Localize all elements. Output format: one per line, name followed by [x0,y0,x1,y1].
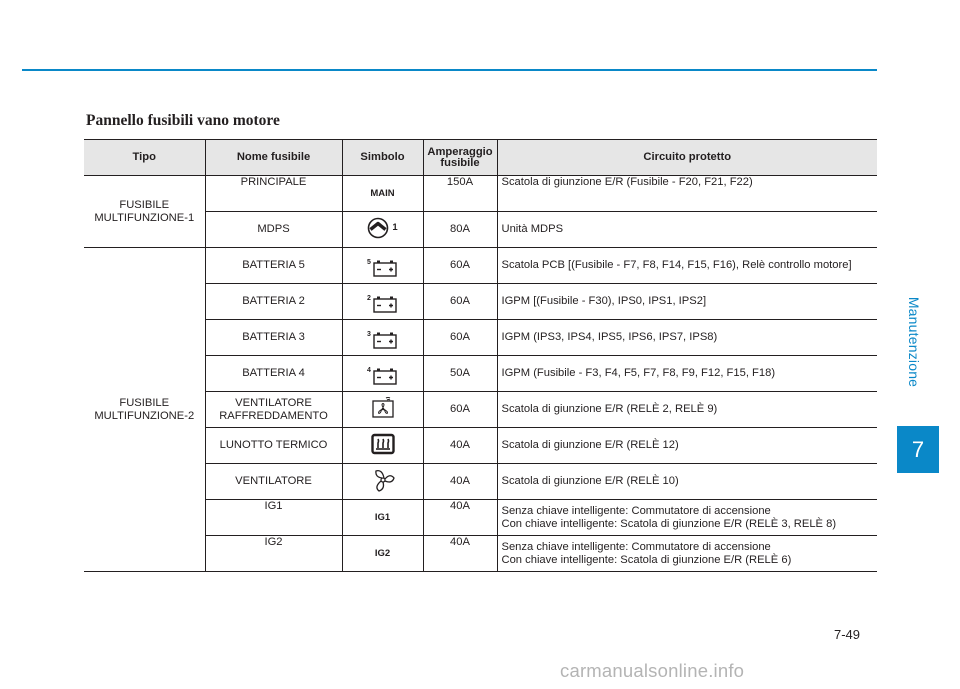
ig1-symbol-text: IG1 [374,511,391,523]
table-header-row [84,140,877,176]
fuse-table [84,139,877,572]
fuse-symbol [342,500,423,536]
fuse-ampere: 40A [423,500,497,536]
fuse-circuit: Scatola PCB [(Fusibile - F7, F8, F14, F15, F16), Relè controllo motore] [497,248,877,284]
fuse-symbol [342,536,423,572]
fuse-ampere: 60A [423,284,497,320]
watermark: carmanualsonline.info [560,660,745,681]
fuse-circuit-line2: Con chiave intelligente: Scatola di giunzione E/R (RELÈ 6) [501,553,792,566]
fuse-ampere: 60A [423,320,497,356]
top-rule [22,69,877,71]
fuse-circuit: IGPM [(Fusibile - F30), IPS0, IPS1, IPS2] [497,284,877,320]
fuse-circuit: Scatola di giunzione E/R (RELÈ 12) [497,428,877,464]
fuse-name-line2: RAFFREDDAMENTO [219,409,328,422]
cooling-fan-icon [371,397,395,419]
fuse-ampere: 80A [423,212,497,248]
fuse-name: IG2 [205,536,342,572]
header-amperaggio: Amperaggio fusibile [423,140,497,176]
mdps-symbol-suffix: 1 [392,221,398,233]
fuse-circuit-line1: Senza chiave intelligente: Commutatore di accensione [501,541,771,553]
main-symbol-text: MAIN [370,187,395,199]
battery-icon [372,331,398,349]
fuse-symbol [342,392,423,428]
fuse-name: MDPS [205,212,342,248]
steering-icon [367,217,389,239]
fuse-name: PRINCIPALE [205,176,342,212]
fuse-name: VENTILATORE [205,464,342,500]
blower-fan-icon [370,467,396,493]
fuse-circuit: Scatola di giunzione E/R (RELÈ 2, RELÈ 9) [497,392,877,428]
fuse-ampere: 60A [423,392,497,428]
fuse-circuit: Unità MDPS [497,212,877,248]
fuse-ampere: 150A [423,176,497,212]
battery-number: 4 [367,366,371,374]
fuse-ampere: 40A [423,428,497,464]
rear-defroster-icon [371,433,395,455]
fuse-circuit-line2: Con chiave intelligente: Scatola di giunzione E/R (RELÈ 3, RELÈ 8) [501,517,837,530]
page-number: 7-49 [834,627,861,642]
fuse-name: BATTERIA 4 [205,356,342,392]
header-simbolo: Simbolo [342,140,423,176]
section-title: Pannello fusibili vano motore [86,112,280,129]
fuse-name: LUNOTTO TERMICO [205,428,342,464]
fuse-ampere: 40A [423,464,497,500]
group-tipo-1: FUSIBILE MULTIFUNZIONE-1 [84,176,205,248]
fuse-symbol [342,284,423,320]
side-tab-label-text: Manutenzione [906,296,923,388]
battery-number: 5 [367,258,371,266]
header-tipo: Tipo [84,140,205,176]
fuse-name: BATTERIA 5 [205,248,342,284]
fuse-name: IG1 [205,500,342,536]
fuse-circuit [497,500,877,536]
chapter-number-tab: 7 [897,426,939,473]
fuse-circuit: IGPM (IPS3, IPS4, IPS5, IPS6, IPS7, IPS8) [497,320,877,356]
battery-icon [372,259,398,277]
fuse-ampere: 40A [423,536,497,572]
fuse-name [205,392,342,428]
battery-number: 3 [367,330,371,338]
fuse-symbol [342,428,423,464]
fuse-circuit: IGPM (Fusibile - F3, F4, F5, F7, F8, F9, F12, F15, F18) [497,356,877,392]
fuse-name-line1: VENTILATORE [235,397,312,409]
fuse-symbol [342,464,423,500]
fuse-ampere: 60A [423,248,497,284]
fuse-name: BATTERIA 2 [205,284,342,320]
fuse-symbol [342,212,423,248]
battery-number: 2 [367,294,371,302]
fuse-circuit: Scatola di giunzione E/R (RELÈ 10) [497,464,877,500]
header-circuito: Circuito protetto [497,140,877,176]
fuse-symbol [342,320,423,356]
battery-icon [372,367,398,385]
side-tab-label [903,262,925,422]
fuse-circuit: Scatola di giunzione E/R (Fusibile - F20, F21, F22) [497,176,877,212]
fuse-circuit-line1: Senza chiave intelligente: Commutatore di accensione [501,505,771,517]
table-row [84,176,877,212]
fuse-symbol [342,176,423,212]
fuse-circuit [497,536,877,572]
header-nome-fusibile: Nome fusibile [205,140,342,176]
fuse-symbol [342,356,423,392]
fuse-name: BATTERIA 3 [205,320,342,356]
ig2-symbol-text: IG2 [374,547,391,559]
table-row [84,248,877,284]
fuse-ampere: 50A [423,356,497,392]
group-tipo-2: FUSIBILE MULTIFUNZIONE-2 [84,248,205,572]
battery-icon [372,295,398,313]
fuse-symbol [342,248,423,284]
